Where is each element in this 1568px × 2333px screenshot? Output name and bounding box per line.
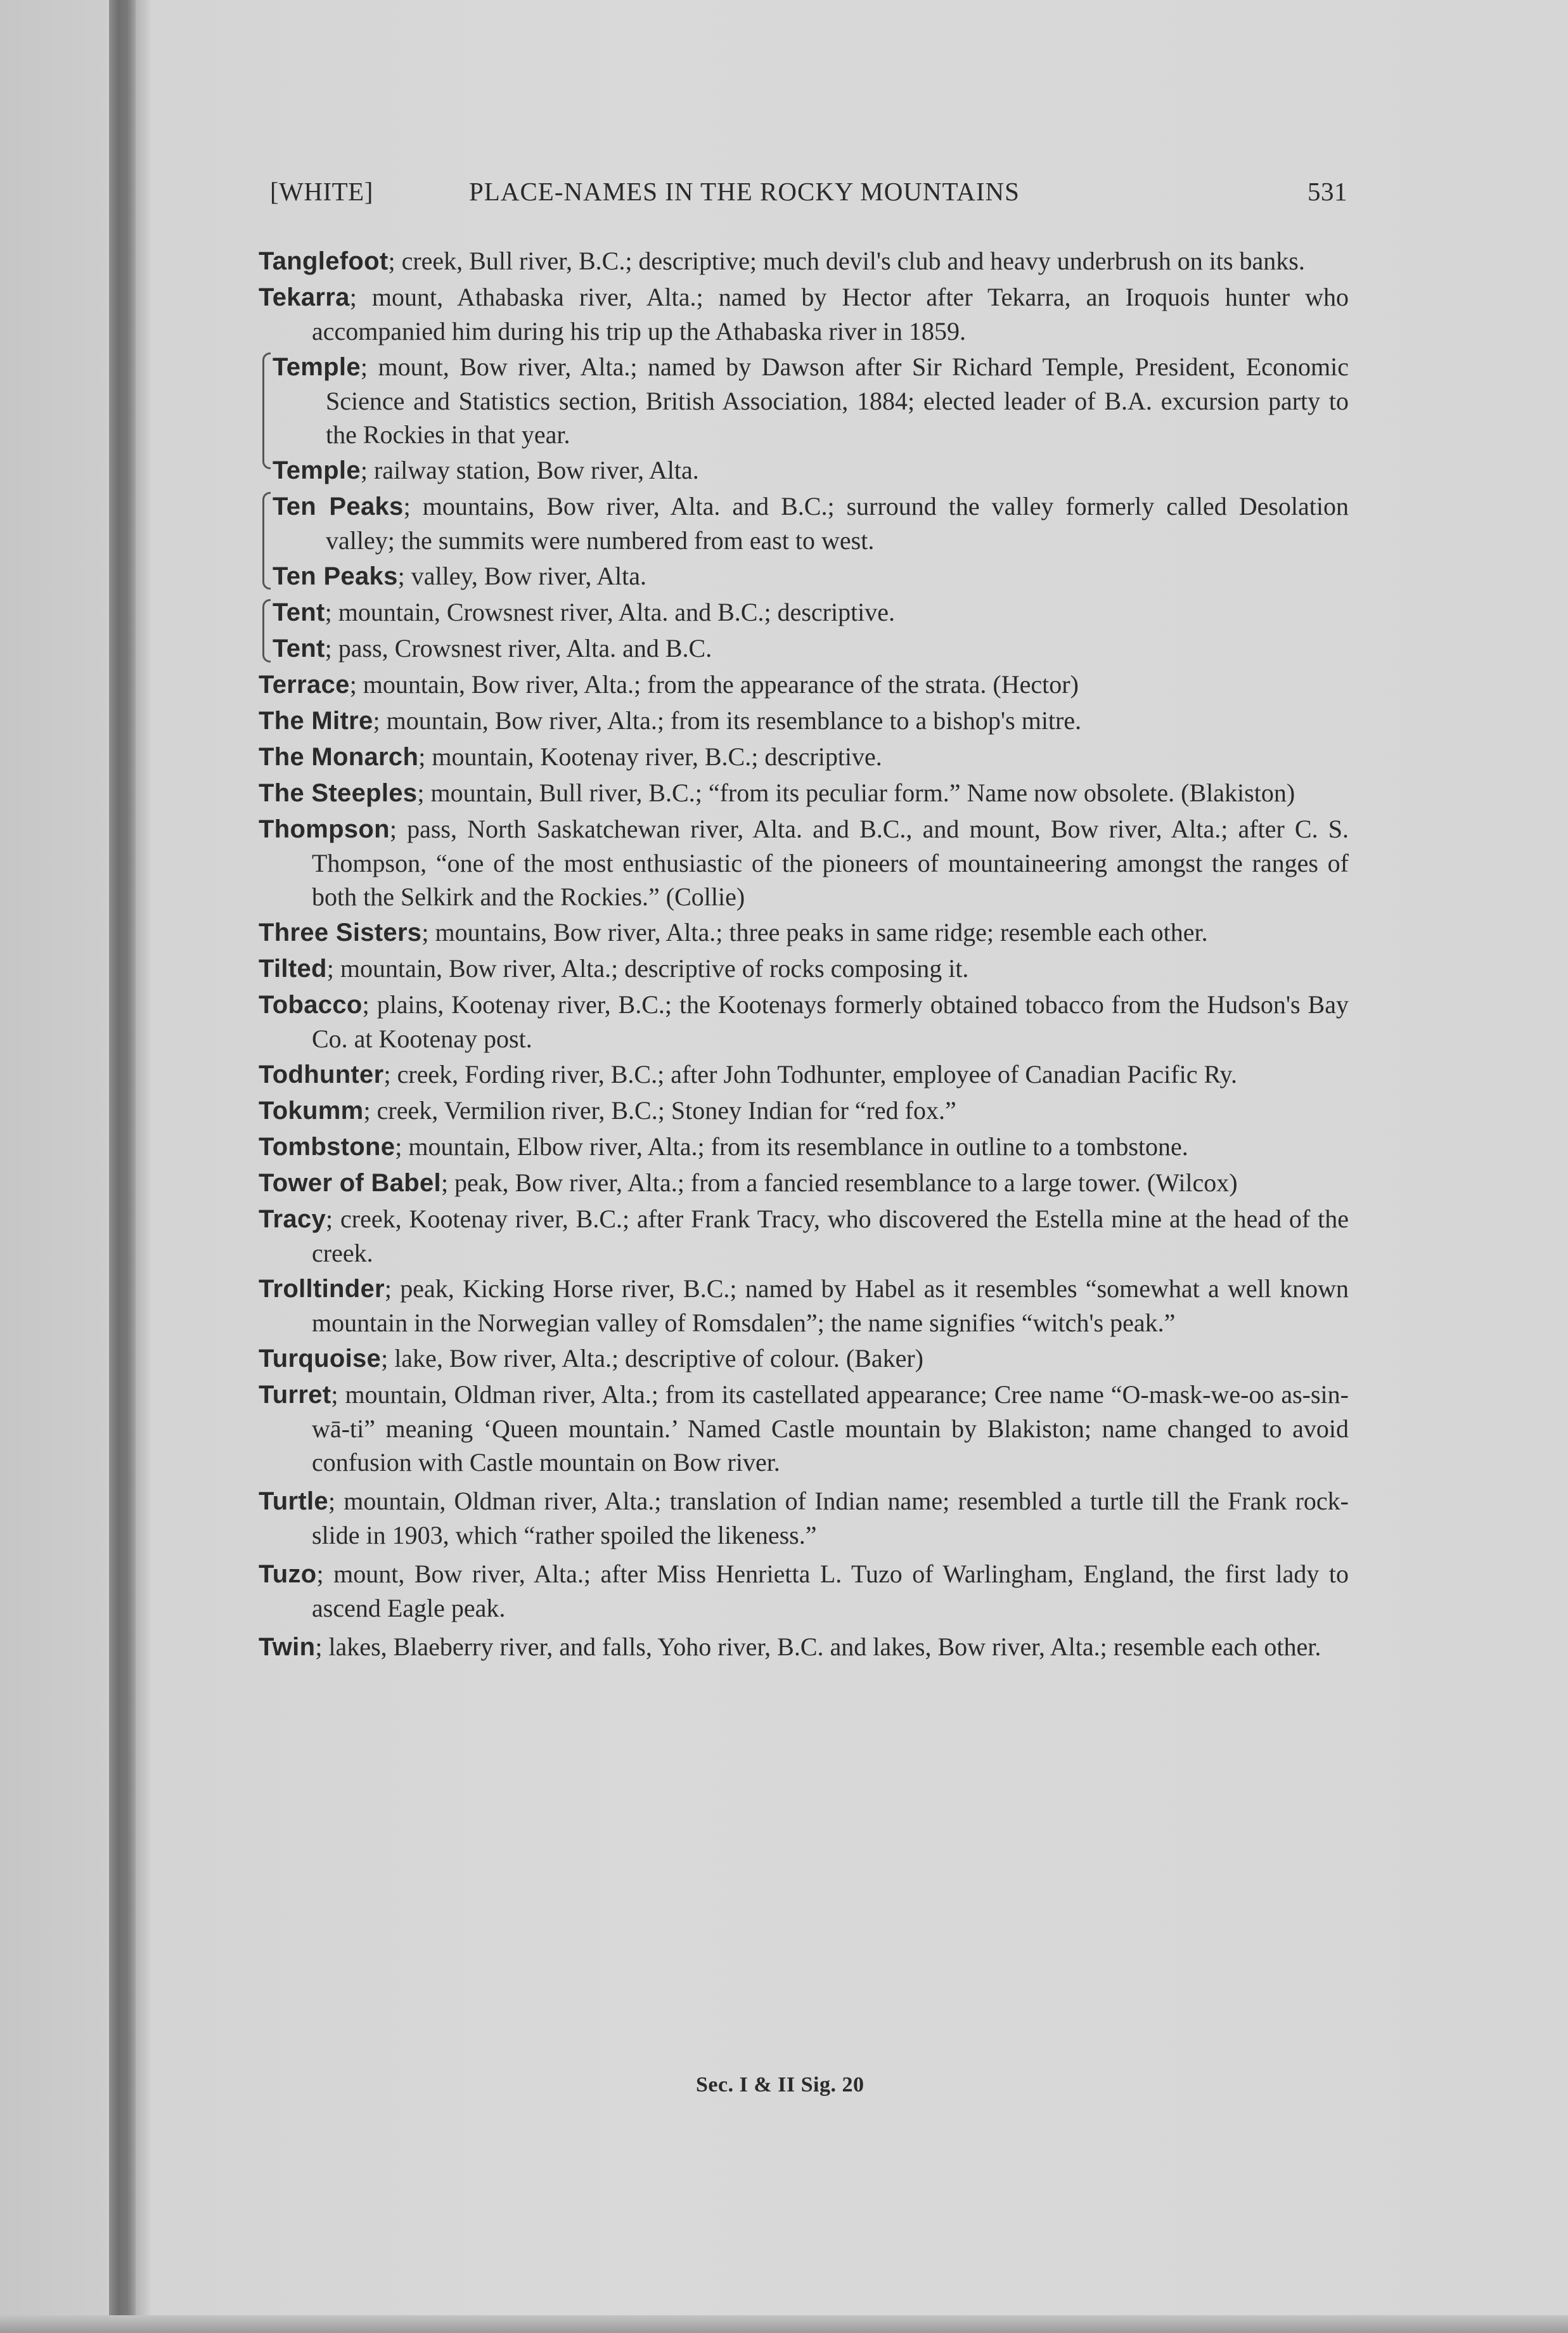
entry-thompson [259, 812, 1349, 914]
entry-the-mitre [259, 704, 1349, 738]
entry-turquoise [259, 1341, 1349, 1376]
entry-term: Tekarra [259, 283, 350, 311]
entry-term: Todhunter [259, 1061, 384, 1089]
entry-text: ; peak, Bow river, Alta.; from a fancied resemblance to a large tower. (Wilcox) [440, 1168, 1238, 1197]
entry-text: ; creek, Vermilion river, B.C.; Stoney Indian for “red fox.” [363, 1096, 956, 1125]
entry-the-steeples [259, 776, 1349, 810]
entry-text: ; valley, Bow river, Alta. [397, 562, 647, 590]
entry-tanglefoot [259, 244, 1349, 278]
entry-term: The Monarch [259, 743, 419, 771]
entry-text: ; railway station, Bow river, Alta. [360, 456, 699, 484]
entry-term: Temple [273, 456, 361, 484]
printer-signature: Sec. I & II Sig. 20 [696, 2073, 864, 2097]
entry-text: ; peak, Kicking Horse river, B.C.; named by Habel as it resembles “somewhat a well known mountain in the Norwegian valley of Romsdalen”; the name signifies “witch's peak.” [312, 1274, 1349, 1337]
left-gutter [0, 0, 108, 2333]
entry-text: ; pass, Crowsnest river, Alta. and B.C. [325, 634, 712, 662]
entry-tilted [259, 952, 1349, 986]
entry-the-monarch [259, 740, 1349, 774]
temple-group [259, 350, 1349, 488]
entry-three-sisters [259, 915, 1349, 950]
entry-tuzo [259, 1557, 1349, 1625]
entry-turtle [259, 1484, 1349, 1552]
entry-term: Tower of Babel [259, 1169, 441, 1197]
entry-text: ; mountain, Crowsnest river, Alta. and B.C.; descriptive. [325, 598, 896, 626]
entry-term: Tombstone [259, 1133, 395, 1161]
entry-text: ; lakes, Blaeberry river, and falls, Yoho river, B.C. and lakes, Bow river, Alta.; resemble each other. [315, 1632, 1321, 1661]
entry-text: ; mount, Bow river, Alta.; named by Dawson after Sir Richard Temple, President, Economic Science and Statistics section, British Association, 1884; elected leader of B.A. excursion party to the Rockies in that year. [326, 352, 1349, 449]
entry-tent-mountain [273, 595, 1349, 630]
group-brace [262, 352, 271, 469]
running-head [270, 176, 1347, 214]
tent-group [259, 595, 1349, 666]
entry-turret [259, 1378, 1349, 1479]
entry-term: Tent [273, 598, 325, 626]
entry-text: ; creek, Fording river, B.C.; after John Todhunter, employee of Canadian Pacific Ry. [383, 1060, 1237, 1089]
entry-term: Ten Peaks [273, 562, 398, 590]
gazetteer-entries [259, 244, 1349, 1666]
entry-text: ; creek, Kootenay river, B.C.; after Frank Tracy, who discovered the Estella mine at the head of the creek. [312, 1205, 1349, 1267]
entry-term: Trolltinder [259, 1275, 385, 1303]
group-brace [262, 599, 271, 662]
entry-tracy [259, 1202, 1349, 1270]
entry-text: ; mountain, Elbow river, Alta.; from its resemblance in outline to a tombstone. [395, 1132, 1188, 1161]
entry-trolltinder [259, 1272, 1349, 1340]
entry-term: Tanglefoot [259, 247, 389, 275]
entry-term: Turret [259, 1381, 331, 1409]
entry-text: ; mountain, Kootenay river, B.C.; descriptive. [418, 742, 882, 771]
entry-todhunter [259, 1057, 1349, 1092]
entry-term: Turquoise [259, 1345, 382, 1373]
entry-ten-peaks-valley [273, 559, 1349, 593]
entry-text: ; mountain, Bull river, B.C.; “from its peculiar form.” Name now obsolete. (Blakiston) [417, 779, 1295, 807]
page-bottom-edge [0, 2315, 1568, 2333]
running-head-author: [WHITE] [270, 177, 373, 206]
entry-text: ; mountains, Bow river, Alta. and B.C.; surround the valley formerly called Desolation valley; the summits were numbered from east to west. [326, 492, 1349, 555]
entry-text: ; plains, Kootenay river, B.C.; the Kootenays formerly obtained tobacco from the Hudson's Bay Co. at Kootenay post. [312, 990, 1349, 1053]
entry-text: ; mountain, Bow river, Alta.; from the appearance of the strata. (Hector) [349, 670, 1079, 699]
running-head-title: PLACE-NAMES IN THE ROCKY MOUNTAINS [469, 177, 1020, 206]
entry-tent-pass [273, 631, 1349, 666]
entry-ten-peaks-mountains [273, 489, 1349, 557]
entry-text: ; mountain, Bow river, Alta.; descriptive of rocks composing it. [326, 954, 969, 983]
entry-text: ; lake, Bow river, Alta.; descriptive of colour. (Baker) [381, 1344, 923, 1373]
entry-tobacco [259, 988, 1349, 1056]
entry-term: Thompson [259, 815, 390, 843]
entry-term: Twin [259, 1633, 316, 1661]
entry-term: Tokumm [259, 1097, 364, 1125]
entry-term: Tilted [259, 955, 327, 983]
binding-edge [136, 0, 151, 2333]
entry-tombstone [259, 1130, 1349, 1164]
page-number: 531 [1308, 177, 1347, 206]
entry-text: ; mount, Bow river, Alta.; after Miss Henrietta L. Tuzo of Warlingham, England, the first lady to ascend Eagle peak. [312, 1560, 1349, 1622]
entry-term: Three Sisters [259, 919, 422, 947]
entry-text: ; pass, North Saskatchewan river, Alta. and B.C., and mount, Bow river, Alta.; after C. S. Thompson, “one of the most enthusiastic of the pioneers of mountaineering amongst the ranges of both the Selkirk and the Rockies.” (Collie) [312, 815, 1349, 911]
entry-term: Tent [273, 635, 325, 662]
entry-text: ; creek, Bull river, B.C.; descriptive; much devil's club and heavy underbrush on its banks. [388, 247, 1305, 275]
entry-tokumm [259, 1094, 1349, 1128]
entry-text: ; mount, Athabaska river, Alta.; named by Hector after Tekarra, an Iroquois hunter who accompanied him during his trip up the Athabaska river in 1859. [312, 283, 1349, 346]
binding-shadow-strip [109, 0, 136, 2333]
entry-term: The Steeples [259, 779, 418, 807]
entry-temple-station [273, 453, 1349, 488]
entry-term: Temple [273, 353, 361, 381]
entry-term: Tuzo [259, 1560, 317, 1588]
entry-text: ; mountain, Oldman river, Alta.; translation of Indian name; resembled a turtle till the Frank rock-slide in 1903, which “rather spoiled the likeness.” [312, 1487, 1349, 1549]
ten-peaks-group [259, 489, 1349, 593]
entry-term: Tracy [259, 1205, 326, 1233]
entry-text: ; mountain, Oldman river, Alta.; from its castellated appearance; Cree name “O-mask-we-oo as-sin-wā-ti” meaning ‘Queen mountain.’ Named Castle mountain by Blakiston; name changed to avoid confusion with Castle mountain on Bow river. [312, 1380, 1349, 1477]
entry-tower-of-babel [259, 1166, 1349, 1200]
entry-term: Terrace [259, 671, 350, 699]
entry-twin [259, 1630, 1349, 1664]
entry-text: ; mountain, Bow river, Alta.; from its resemblance to a bishop's mitre. [373, 706, 1082, 735]
group-brace [262, 492, 271, 590]
entry-term: Tobacco [259, 991, 363, 1019]
entry-term: Ten Peaks [273, 493, 404, 520]
entry-text: ; mountains, Bow river, Alta.; three peaks in same ridge; resemble each other. [421, 918, 1208, 947]
entry-terrace [259, 668, 1349, 702]
entry-temple-mount [273, 350, 1349, 451]
entry-tekarra [259, 280, 1349, 348]
entry-term: Turtle [259, 1487, 328, 1515]
entry-term: The Mitre [259, 707, 373, 735]
